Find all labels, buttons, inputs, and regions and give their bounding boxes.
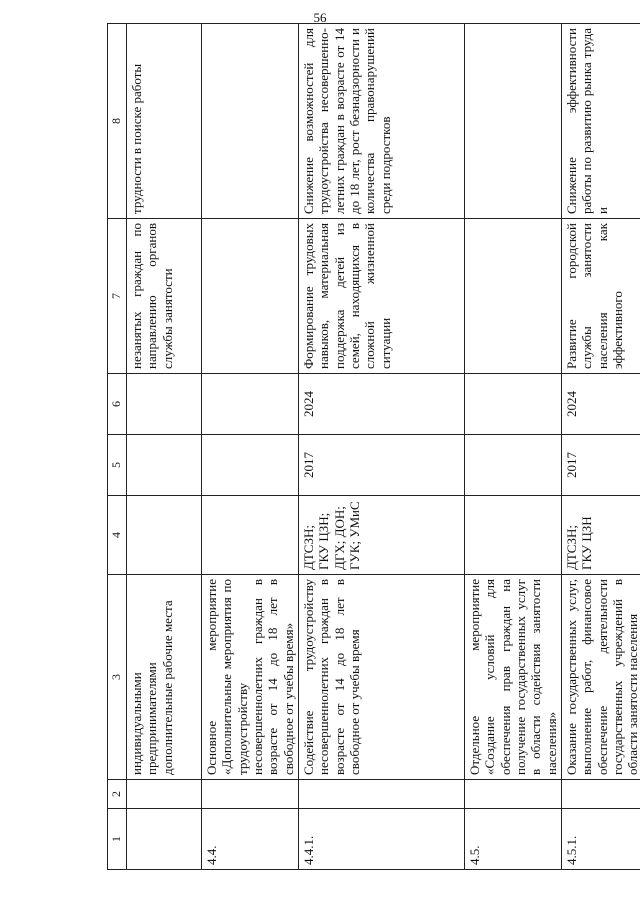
cell-number: 4.5.1.	[561, 809, 640, 870]
cell-executor	[202, 496, 299, 575]
cell-start-year	[464, 435, 561, 496]
cell-number: 4.4.	[202, 809, 299, 870]
cell-consequence	[202, 24, 299, 219]
cell-result: Формирование трудовых навыков, материальная поддержка детей из семей, находящихся в сложной жизненной ситуации	[298, 219, 464, 374]
cell-consequence: Снижение возможностей для трудоустройства несовершенно-летних граждан в возрасте от 14 до 18 лет, рост безнадзорности и количества правонарушений среди подростков	[298, 24, 464, 219]
cell-consequence	[464, 24, 561, 219]
page-number: 56	[313, 10, 327, 25]
table-row	[298, 24, 464, 870]
header-col-8: 8	[108, 24, 127, 219]
table-header-row	[108, 24, 127, 870]
cell-result: незанятых граждан по направлению органов службы занятости	[127, 219, 202, 374]
cell-consequence: трудности в поиске работы	[127, 24, 202, 219]
cell-consequence: Снижение эффективности работы по развитию рынка труда и	[561, 24, 640, 219]
cell-number: 4.5.	[464, 809, 561, 870]
header-col-4: 4	[108, 496, 127, 575]
header-col-2: 2	[108, 780, 127, 809]
cell-col-2	[561, 780, 640, 809]
cell-start-year	[127, 435, 202, 496]
cell-executor	[464, 496, 561, 575]
rotated-table-container	[107, 28, 640, 870]
cell-start-year: 2017	[561, 435, 640, 496]
cell-col-2	[202, 780, 299, 809]
cell-start-year: 2017	[298, 435, 464, 496]
cell-measure: Оказание государственных услуг, выполнение работ, финансовое обеспечение деятельности государственных учреждений в области занятости населения	[561, 575, 640, 780]
cell-measure: Отдельное мероприятие «Создание условий для обеспечения прав граждан на получение государственных услуг в области содействия занятости населения»	[464, 575, 561, 780]
cell-executor	[127, 496, 202, 575]
table-row	[561, 24, 640, 870]
cell-end-year: 2024	[298, 374, 464, 435]
cell-executor: ДТСЗН; ГКУ ЦЗН; ДГХ; ДОН; ГУК; УМиС	[298, 496, 464, 575]
cell-executor: ДТСЗН; ГКУ ЦЗН	[561, 496, 640, 575]
cell-end-year	[464, 374, 561, 435]
table-row	[464, 24, 561, 870]
table-row	[202, 24, 299, 870]
header-col-3: 3	[108, 575, 127, 780]
cell-end-year	[202, 374, 299, 435]
cell-number	[127, 809, 202, 870]
cell-result	[202, 219, 299, 374]
cell-result	[464, 219, 561, 374]
cell-measure: индивидуальными предпринимателями дополнительные рабочие места	[127, 575, 202, 780]
cell-end-year	[127, 374, 202, 435]
cell-result: Развитие городской службы занятости населения как эффективного	[561, 219, 640, 374]
header-col-1: 1	[108, 809, 127, 870]
program-measures-table	[107, 23, 640, 870]
cell-col-2	[127, 780, 202, 809]
header-col-6: 6	[108, 374, 127, 435]
header-col-5: 5	[108, 435, 127, 496]
cell-col-2	[298, 780, 464, 809]
cell-start-year	[202, 435, 299, 496]
table-row	[127, 24, 202, 870]
header-col-7: 7	[108, 219, 127, 374]
cell-col-2	[464, 780, 561, 809]
cell-measure: Содействие трудоустройству несовершеннолетних граждан в возрасте от 14 до 18 лет в свободное от учебы время	[298, 575, 464, 780]
cell-measure: Основное мероприятие «Дополнительные мероприятия по трудоустройству несовершеннолетних граждан в возрасте от 14 до 18 лет в свободное от учебы время»	[202, 575, 299, 780]
cell-end-year: 2024	[561, 374, 640, 435]
cell-number: 4.4.1.	[298, 809, 464, 870]
